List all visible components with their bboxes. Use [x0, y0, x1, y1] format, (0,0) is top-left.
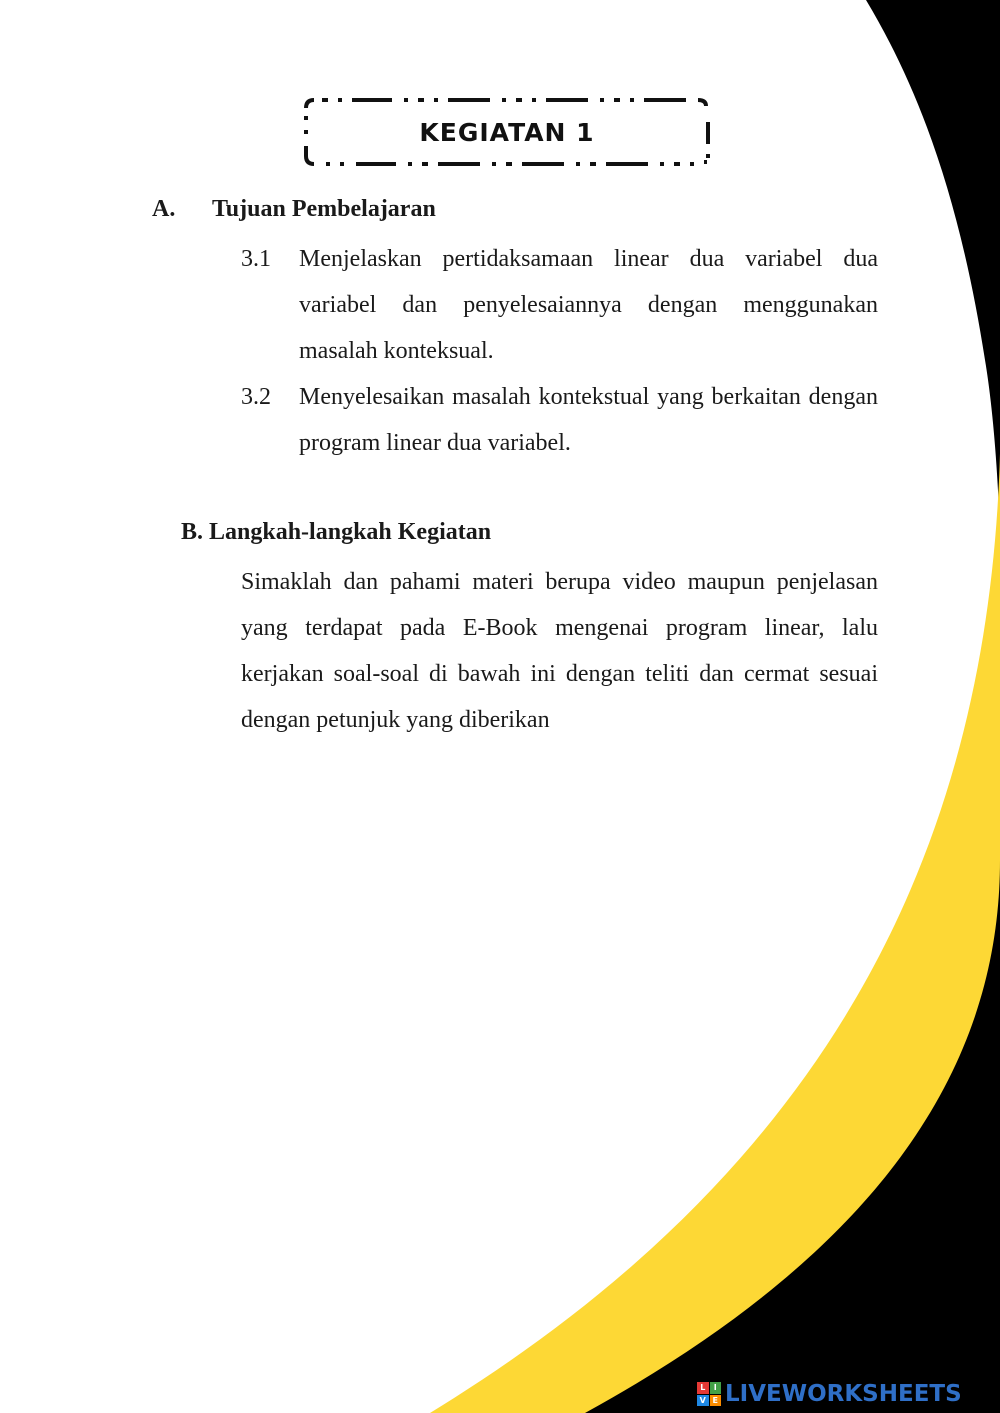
section-a-letter: A. — [152, 196, 176, 222]
objective-text: Menjelaskan pertidaksamaan linear dua variabel dua variabel dan penyelesaiannya dengan menggunakan masalah konteksual. — [299, 246, 878, 364]
liveworksheets-watermark — [697, 1380, 962, 1408]
objective-number: 3.1 — [241, 246, 271, 272]
section-b-heading: B. Langkah-langkah Kegiatan — [181, 519, 492, 545]
objective-text: Menyelesaikan masalah kontekstual yang berkaitan dengan program linear dua variabel. — [299, 384, 878, 456]
objective-item — [241, 374, 878, 466]
watermark-text: LIVEWORKSHEETS — [725, 1381, 962, 1407]
page-title: KEGIATAN 1 — [419, 117, 595, 147]
liveworksheets-logo-icon: L I V E — [697, 1382, 721, 1406]
objective-item — [241, 236, 878, 374]
section-a-heading: Tujuan Pembelajaran — [212, 196, 436, 222]
section-b-body: Simaklah dan pahami materi berupa video maupun penjelasan yang terdapat pada E-Book mengenai program linear, lalu kerjakan soal-soal di bawah ini dengan teliti dan cermat sesuai dengan petunjuk yang diberikan — [241, 569, 878, 733]
title-frame — [300, 94, 714, 170]
objective-number: 3.2 — [241, 384, 271, 410]
